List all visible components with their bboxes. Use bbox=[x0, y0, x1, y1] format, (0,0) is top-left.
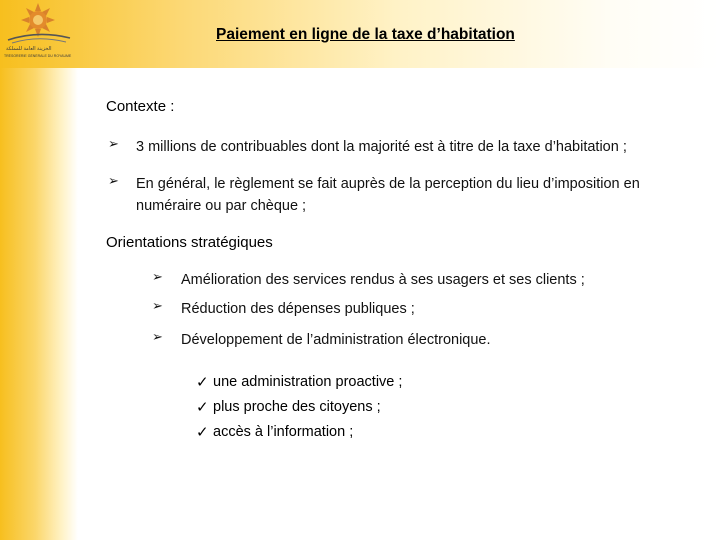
logo-latin-text: TRÉSORERIE GÉNÉRALE DU ROYAUME bbox=[4, 54, 72, 58]
list-item bbox=[152, 298, 692, 322]
arrow-bullet-icon: ➢ bbox=[152, 298, 163, 313]
arrow-bullet-icon: ➢ bbox=[108, 136, 119, 151]
list-item bbox=[152, 269, 692, 293]
arrow-bullet-icon: ➢ bbox=[108, 173, 119, 188]
check-item-2: plus proche des citoyens ; bbox=[213, 399, 381, 415]
check-mark-icon: ✓ bbox=[196, 374, 209, 391]
arrow-bullet-icon: ➢ bbox=[152, 269, 163, 284]
orientation-item-3: Développement de l’administration électronique. bbox=[181, 332, 491, 348]
check-mark-icon: ✓ bbox=[196, 424, 209, 441]
check-item-3: accès à l’information ; bbox=[213, 424, 354, 440]
sun-emblem-icon bbox=[0, 0, 78, 46]
arrow-bullet-icon: ➢ bbox=[152, 329, 163, 344]
orientations-heading: Orientations stratégiques bbox=[106, 234, 273, 251]
contexte-item-2: En général, le règlement se fait auprès de la perception du lieu d’imposition en numéraire ou par chèque ; bbox=[136, 176, 640, 214]
logo-arabic-text: الخزينة العامة للمملكة bbox=[6, 46, 52, 52]
page-title: Paiement en ligne de la taxe d’habitation bbox=[216, 26, 515, 43]
list-item bbox=[108, 173, 698, 219]
logo bbox=[0, 0, 78, 64]
contexte-item-1: 3 millions de contribuables dont la majorité est à titre de la taxe d’habitation ; bbox=[136, 139, 627, 155]
check-item-1: une administration proactive ; bbox=[213, 374, 403, 390]
left-decorative-band bbox=[0, 0, 78, 540]
contexte-heading: Contexte : bbox=[106, 98, 175, 115]
check-mark-icon: ✓ bbox=[196, 399, 209, 416]
orientation-item-1: Amélioration des services rendus à ses usagers et ses clients ; bbox=[181, 272, 585, 288]
list-item bbox=[108, 136, 698, 160]
list-item bbox=[152, 329, 692, 353]
orientation-item-2: Réduction des dépenses publiques ; bbox=[181, 301, 415, 317]
